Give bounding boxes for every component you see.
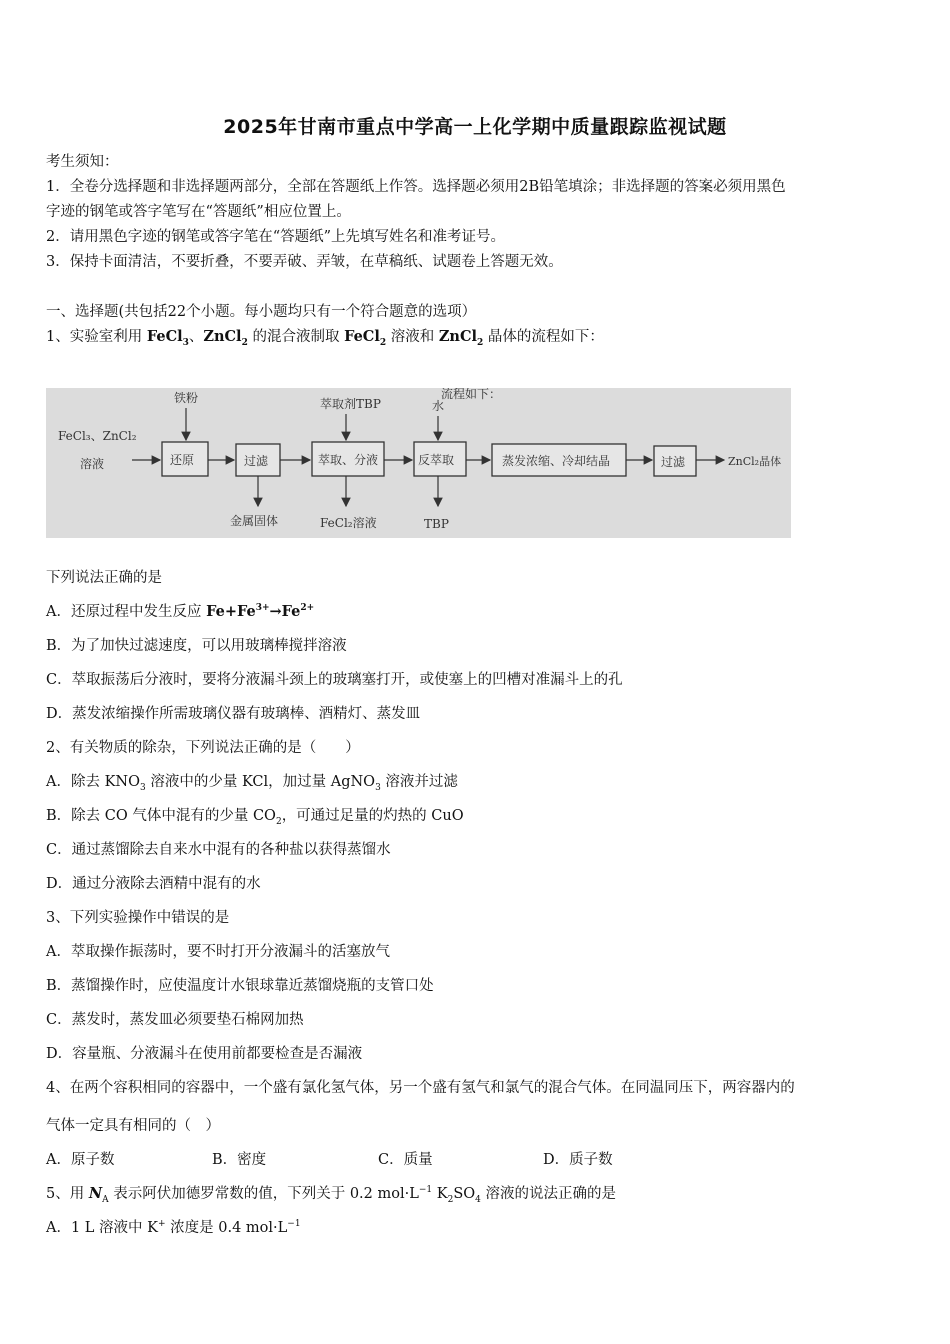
flow-out-fecl2: FeCl₂溶液 xyxy=(320,516,377,530)
question-2-option-a: A．除去 $KNO_3$ 溶液中的少量 KCl，加过量 AgNO$_3$ 溶液并过滤 xyxy=(46,774,458,793)
question-4-option-b: B．密度 xyxy=(212,1152,267,1168)
notice-item-2: 2．请用黑色字迹的钢笔或答字笔在“答题纸”上先填写姓名和准考证号。 xyxy=(46,229,506,245)
flow-product: ZnCl₂晶体 xyxy=(728,455,782,468)
question-3-option-c: C．蒸发时，蒸发皿必须要垫石棉网加热 xyxy=(46,1012,304,1028)
question-5-option-a: A．1 L 溶液中 K+ 浓度是 0.4 $mol\cdot L^{-1}$ xyxy=(46,1219,301,1236)
question-2-option-b: B．除去 CO 气体中混有的少量 $CO_2$，可通过足量的灼热的 CuO xyxy=(46,808,464,827)
notice-heading: 考生须知： xyxy=(46,154,119,170)
question-4-option-c: C．质量 xyxy=(378,1152,433,1168)
question-3-stem: 3、下列实验操作中错误的是 xyxy=(46,910,230,926)
question-1-option-c: C．萃取振荡后分液时，要将分液漏斗颈上的玻璃塞打开，或使塞上的凹槽对准漏斗上的孔 xyxy=(46,672,623,688)
notice-item-3: 3．保持卡面清洁，不要折叠，不要弄破、弄皱，在草稿纸、试题卷上答题无效。 xyxy=(46,254,563,270)
flow-input-label: FeCl₃、ZnCl₂ xyxy=(58,429,137,443)
question-4-option-a: A．原子数 xyxy=(46,1152,115,1168)
flow-step-reduce-label: 还原 xyxy=(170,453,195,467)
question-3-option-b: B．蒸馏操作时，应使温度计水银球靠近蒸馏烧瓶的支管口处 xyxy=(46,978,434,994)
flow-step-extract-label: 萃取、分液 xyxy=(318,453,379,467)
question-1-option-d: D．蒸发浓缩操作所需玻璃仪器有玻璃棒、酒精灯、蒸发皿 xyxy=(46,706,421,722)
flow-tbp-in-label: 萃取剂TBP xyxy=(320,397,381,411)
flow-water-label: 水 xyxy=(432,399,445,413)
question-4-stem-2: 气体一定具有相同的（ ） xyxy=(46,1118,220,1134)
notice-item-1a: 1．全卷分选择题和非选择题两部分，全部在答题纸上作答。选择题必须用2B铅笔填涂；非选择题的答案必须用黑色 xyxy=(46,179,786,195)
flow-iron-label: 铁粉 xyxy=(174,391,199,405)
question-1-option-b: B．为了加快过滤速度，可以用玻璃棒搅拌溶液 xyxy=(46,638,347,654)
flow-out-tbp: TBP xyxy=(424,517,449,531)
flow-input-label-2: 溶液 xyxy=(80,457,105,471)
notice-item-1b: 字迹的钢笔或答字笔写在“答题纸”相应位置上。 xyxy=(46,204,351,220)
section-heading: 一、选择题(共包括22个小题。每小题均只有一个符合题意的选项） xyxy=(46,304,477,320)
question-2-option-d: D．通过分液除去酒精中混有的水 xyxy=(46,876,261,892)
flow-out-metal: 金属固体 xyxy=(230,514,279,528)
question-2-option-c: C．通过蒸馏除去自来水中混有的各种盐以获得蒸馏水 xyxy=(46,842,391,858)
flow-step-filter-2-label: 过滤 xyxy=(661,455,686,469)
page-title: 2025年甘南市重点中学高一上化学期中质量跟踪监视试题 xyxy=(223,116,727,138)
flow-step-evaporate-label: 蒸发浓缩、冷却结晶 xyxy=(502,454,611,468)
question-1-prompt: 下列说法正确的是 xyxy=(46,570,162,586)
question-4-option-d: D．质子数 xyxy=(543,1152,613,1168)
question-5-stem: 5、用 $N_A$ 表示阿伏加德罗常数的值，下列关于 0.2 $mol\cdot L^{-1}$ $K_2SO_4$ 溶液的说法正确的是 xyxy=(46,1185,616,1205)
question-4-stem-1: 4、在两个容积相同的容器中，一个盛有氯化氢气体，另一个盛有氢气和氯气的混合气体。在同温同压下，两容器内的 xyxy=(46,1080,795,1096)
question-1-stem: 1、实验室利用 FeCl$_3$、ZnCl$_2$ 的混合液制取 FeCl$_2$ 溶液和 ZnCl$_2$ 晶体的流程如下： xyxy=(46,328,604,348)
flow-step-filter-1-label: 过滤 xyxy=(244,454,269,468)
question-3-option-a: A．萃取操作振荡时，要不时打开分液漏斗的活塞放气 xyxy=(46,944,390,960)
flow-top-fragment: 流程如下： xyxy=(441,388,502,401)
question-2-stem: 2、有关物质的除杂，下列说法正确的是（ ） xyxy=(46,740,360,756)
question-3-option-d: D．容量瓶、分液漏斗在使用前都要检查是否漏液 xyxy=(46,1046,363,1062)
flow-step-back-extract-label: 反萃取 xyxy=(418,453,455,467)
question-1-option-a: A．还原过程中发生反应 $Fe+Fe^{3+}\to Fe^{2+}$ xyxy=(46,603,315,620)
flowchart-image xyxy=(46,388,791,538)
